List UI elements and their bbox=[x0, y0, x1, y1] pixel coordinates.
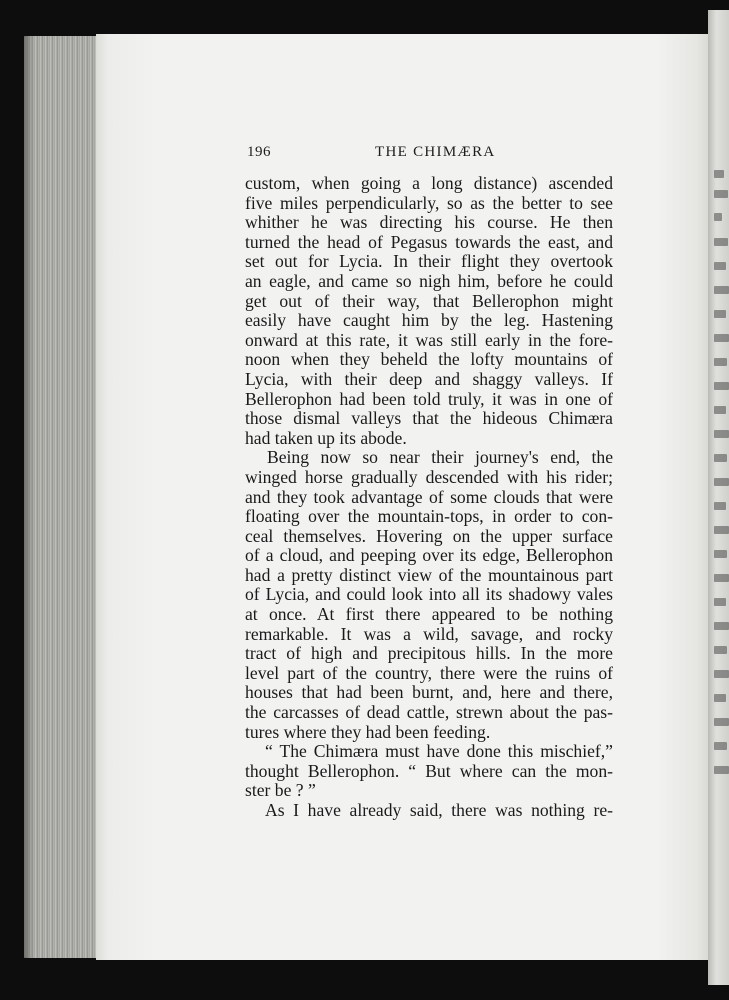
text-line: get out of their way, that Bellerophon might bbox=[245, 290, 613, 311]
facing-page-text-fragment bbox=[714, 670, 729, 678]
text-line: As I have already said, there was nothing re- bbox=[265, 800, 613, 820]
book-page-edges bbox=[24, 36, 100, 958]
facing-page-text-fragment bbox=[714, 646, 727, 654]
text-line: five miles perpendicularly, so as the better to see bbox=[245, 192, 613, 213]
text-line: had a pretty distinct view of the mountainous part bbox=[245, 564, 613, 585]
text-line: whither he was directing his course. He then bbox=[245, 212, 613, 233]
facing-page-text-fragment bbox=[714, 238, 728, 246]
text-line: set out for Lycia. In their flight they overtook bbox=[245, 251, 613, 272]
text-line: easily have caught him by the leg. Hastening bbox=[245, 310, 613, 331]
facing-page-text-fragment bbox=[714, 310, 726, 318]
text-line: Bellerophon had been told truly, it was in one of bbox=[245, 388, 613, 409]
text-line: at once. At first there appeared to be nothing bbox=[245, 604, 613, 625]
facing-page-text-fragment bbox=[714, 550, 727, 558]
facing-page-text-fragment bbox=[714, 718, 729, 726]
text-line: of Lycia, and could look into all its shadowy vales bbox=[245, 584, 613, 605]
text-line: turned the head of Pegasus towards the east, and bbox=[245, 231, 613, 252]
facing-page-text-fragment bbox=[714, 478, 729, 486]
facing-page-edge bbox=[708, 10, 729, 985]
facing-page-text-fragment bbox=[714, 334, 729, 342]
text-line: the carcasses of dead cattle, strewn about the pas- bbox=[245, 702, 613, 723]
text-line: thought Bellerophon. “ But where can the mon- bbox=[245, 760, 613, 781]
facing-page-text-fragment bbox=[714, 262, 726, 270]
facing-page-text-fragment bbox=[714, 598, 726, 606]
text-line: tract of high and precipitous hills. In the more bbox=[245, 643, 613, 664]
text-line: onward at this rate, it was still early in the fore- bbox=[245, 329, 613, 350]
facing-page-text-fragment bbox=[714, 742, 727, 750]
facing-page-text-fragment bbox=[714, 526, 729, 534]
facing-page-text-fragment bbox=[714, 454, 727, 462]
facing-page-text-fragment bbox=[714, 502, 726, 510]
text-line: “ The Chimæra must have done this mischief,” bbox=[265, 741, 613, 762]
facing-page-text-fragment bbox=[714, 406, 726, 414]
text-line: an eagle, and came so nigh him, before he could bbox=[245, 270, 613, 291]
running-title: THE CHIMÆRA bbox=[375, 144, 496, 160]
text-line: winged horse gradually descended with his rider; bbox=[245, 466, 613, 487]
text-line: and they took advantage of some clouds that were bbox=[245, 486, 613, 507]
facing-page-text-fragment bbox=[714, 358, 727, 366]
text-line: had taken up its abode. bbox=[245, 427, 407, 448]
text-line: ceal themselves. Hovering on the upper surface bbox=[245, 525, 613, 546]
page-number: 196 bbox=[247, 144, 271, 160]
facing-page-text-fragment bbox=[714, 382, 729, 390]
text-line: tures where they had been feeding. bbox=[245, 721, 491, 742]
text-line: noon when they beheld the lofty mountains of bbox=[245, 349, 613, 370]
text-line: Lycia, with their deep and shaggy valleys. If bbox=[245, 368, 613, 389]
facing-page-text-fragment bbox=[714, 213, 722, 221]
text-line: those dismal valleys that the hideous Chimæra bbox=[245, 408, 613, 429]
body-text bbox=[245, 174, 613, 821]
text-line: of a cloud, and peeping over its edge, Bellerophon bbox=[245, 545, 613, 566]
text-line: ster be ? ” bbox=[245, 780, 316, 801]
text-line: level part of the country, there were the ruins of bbox=[245, 662, 613, 683]
text-line: Being now so near their journey's end, the bbox=[267, 447, 613, 468]
text-line: custom, when going a long distance) ascended bbox=[245, 173, 613, 193]
facing-page-text-fragment bbox=[714, 286, 729, 294]
facing-page-text-fragment bbox=[714, 766, 729, 774]
text-line: remarkable. It was a wild, savage, and rocky bbox=[245, 623, 613, 644]
facing-page-text-fragment bbox=[714, 190, 728, 198]
text-line: houses that had been burnt, and, here and there, bbox=[245, 682, 613, 703]
running-header bbox=[247, 144, 613, 166]
facing-page-text-fragment bbox=[714, 574, 729, 582]
facing-page-text-fragment bbox=[714, 694, 726, 702]
facing-page-text-fragment bbox=[714, 622, 729, 630]
facing-page-text-fragment bbox=[714, 430, 729, 438]
text-line: floating over the mountain-tops, in order to con- bbox=[245, 506, 613, 527]
facing-page-text-fragment bbox=[714, 170, 724, 178]
